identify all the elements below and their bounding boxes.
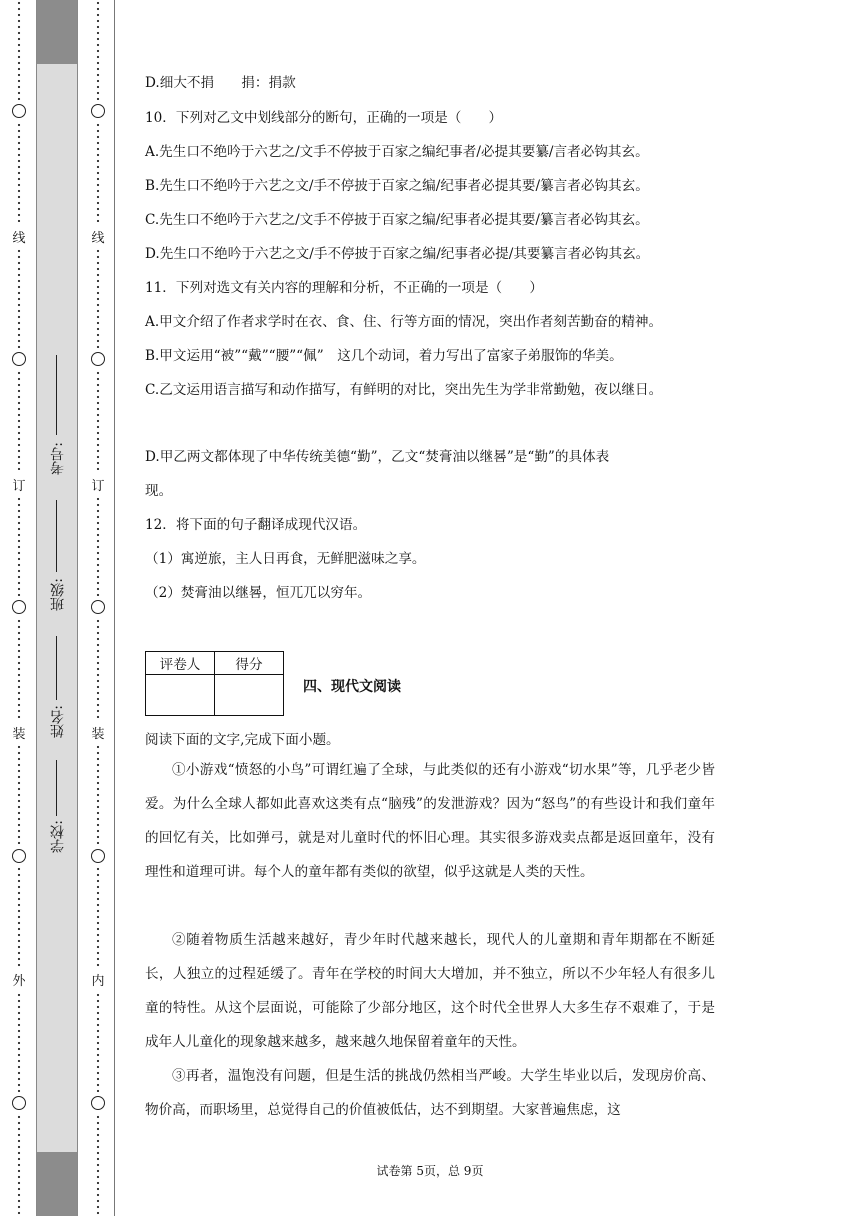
reading-instruction: 阅读下面的文字,完成下面小题。 (145, 732, 340, 748)
binding-hole-icon (91, 600, 105, 614)
q10-stem: 10．下列对乙文中划线部分的断句，正确的一项是（ ） (145, 110, 503, 126)
score-cell[interactable] (215, 675, 284, 716)
margin-divider (114, 0, 115, 1216)
binding-hole-icon (91, 104, 105, 118)
passage-paragraph-1: ①小游戏“愤怒的小鸟”可谓红遍了全球，与此类似的还有小游戏“切水果”等，几乎老少皆爱。为什么全球人都如此喜欢这类有点“脑残”的发泄游戏？因为“怒鸟”的有些设计和我们童年的回忆有关，比如弹弓，就是对儿童时代的怀旧心理。其实很多游戏卖点都是返回童年，没有理性和道理可讲。每个人的童年都有类似的欲望，似乎这就是人类的天性。 (145, 762, 715, 880)
q10-option-d: D.先生口不绝吟于六艺之文/手不停披于百家之编/纪事者必提/其要纂言者必钩其玄。 (145, 246, 650, 262)
binding-hole-icon (12, 104, 26, 118)
q12-sentence-1: （1）寓逆旅，主人日再食，无鲜肥滋味之享。 (145, 551, 426, 567)
inner-char-nei: 内 (91, 974, 105, 989)
outer-char-ding: 订 (12, 479, 26, 494)
q12-sentence-2: （2）焚膏油以继晷，恒兀兀以穷年。 (145, 585, 372, 601)
inner-char-xian: 线 (91, 231, 105, 246)
class-label: 班级: (50, 578, 66, 611)
inner-char-zhuang: 装 (91, 727, 105, 742)
q11-option-c: C.乙文运用语言描写和动作描写，有鲜明的对比，突出先生为学非常勤勉，夜以继日。 (145, 382, 663, 398)
q10-option-b: B.先生口不绝吟于六艺之文/手不停披于百家之编/纪事者必提其要/纂言者必钩其玄。 (145, 178, 649, 194)
inner-char-ding: 订 (91, 479, 105, 494)
outer-char-zhuang: 装 (12, 727, 26, 742)
q12-stem: 12．将下面的句子翻译成现代汉语。 (145, 517, 367, 533)
outer-char-wai: 外 (12, 974, 26, 989)
binding-hole-icon (91, 1096, 105, 1110)
binding-hole-icon (12, 600, 26, 614)
q11-option-d-line2: 现。 (145, 483, 173, 499)
binding-hole-icon (91, 849, 105, 863)
exam-number-label: 考号: (50, 442, 66, 475)
binding-hole-icon (12, 1096, 26, 1110)
q11-option-b: B.甲文运用“被”“戴”“腰”“佩” 这几个动词，着力写出了富家子弟服饰的华美。 (145, 348, 623, 364)
school-label: 学校: (50, 820, 66, 853)
passage-paragraph-3: ③再者，温饱没有问题，但是生活的挑战仍然相当严峻。大学生毕业以后，发现房价高、物价高，而职场里，总觉得自己的价值被低估，达不到期望。大家普遍焦虑，这 (145, 1068, 715, 1118)
binding-hole-icon (91, 352, 105, 366)
q11-option-d-line1: D.甲乙两文都体现了中华传统美德“勤”，乙文“焚膏油以继晷”是“勤”的具体表 (145, 449, 610, 465)
score-box (145, 651, 284, 716)
student-info-fields (44, 0, 74, 1216)
name-label: 姓名: (50, 705, 66, 738)
q9-option-d: D.细大不捐 捐：捐款 (145, 75, 296, 91)
outer-dotted-line (8, 0, 30, 1216)
score-header: 得分 (215, 652, 284, 675)
q10-option-c: C.先生口不绝吟于六艺之/文手不停披于百家之编/纪事者必提其要/纂言者必钩其玄。 (145, 212, 649, 228)
q11-stem: 11．下列对选文有关内容的理解和分析，不正确的一项是（ ） (145, 280, 543, 296)
outer-char-xian: 线 (12, 231, 26, 246)
reviewer-cell[interactable] (146, 675, 215, 716)
q10-option-a: A.先生口不绝吟于六艺之/文手不停披于百家之编纪事者/必提其要纂/言者必钩其玄。 (145, 144, 649, 160)
outer-binding-margin (8, 0, 30, 1216)
binding-hole-icon (12, 849, 26, 863)
q11-option-a: A.甲文介绍了作者求学时在衣、食、住、行等方面的情况，突出作者刻苦勤奋的精神。 (145, 314, 663, 330)
page-footer: 试卷第 5页，总 9页 (376, 1164, 484, 1178)
inner-dotted-line (87, 0, 109, 1216)
binding-hole-icon (12, 352, 26, 366)
section-title: 四、现代文阅读 (303, 679, 401, 695)
passage-paragraph-2: ②随着物质生活越来越好，青少年时代越来越长，现代人的儿童期和青年期都在不断延长，人独立的过程延缓了。青年在学校的时间大大增加，并不独立，所以不少年轻人有很多儿童的特性。从这个层面说，可能除了少部分地区，这个时代全世界人大多生存不艰难了，于是成年人儿童化的现象越来越多，越来越久地保留着童年的天性。 (145, 932, 715, 1050)
reviewer-header: 评卷人 (146, 652, 215, 675)
inner-binding-margin (87, 0, 109, 1216)
